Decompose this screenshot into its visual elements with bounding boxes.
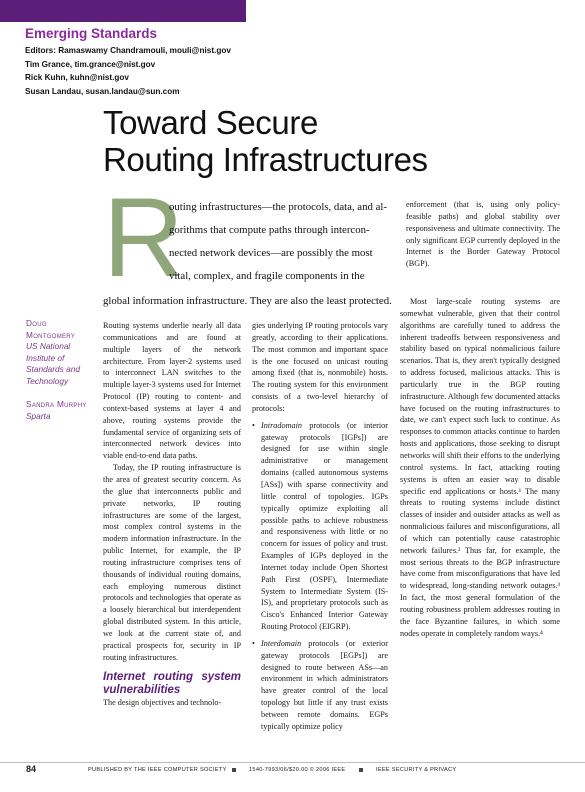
column-1	[103, 320, 241, 709]
term: Interdomain	[261, 638, 302, 648]
lead-line: global information infrastructure. They are also the least protected.	[103, 295, 392, 307]
column-2	[252, 320, 388, 733]
editor-line: Tim Grance, tim.grance@nist.gov	[25, 59, 156, 69]
footer-magazine: IEEE SECURITY & PRIVACY	[376, 767, 457, 773]
editors-list	[25, 44, 231, 98]
author-sidebar	[26, 318, 94, 422]
header-band	[0, 0, 246, 22]
paragraph: gies underlying IP routing protocols vary greatly, according to their applications. The most common and important space is the one focused on unicast routing among fixed (that is, nonmobile) hosts. The routing system for this environment consists of a two-level hierarchy of protocols:	[252, 321, 388, 413]
author-name: Sandra Murphy	[26, 399, 87, 409]
author-affiliation: US National Institute of Standards and Technology	[26, 341, 80, 386]
bullet-list	[252, 420, 388, 733]
lead-line: gorithms that compute paths through intercon-	[169, 224, 370, 236]
paragraph: Routing systems underlie nearly all data communications and are found at multiple layers of the network architecture. From layer-2 systems used to interconnect LAN switches to the multiple layer-3 systems used for Internet Protocol (IP) routing to content- and context-based systems at layer 4 and above, routing systems provide the fundamental service of organizing sets of interconnected network devices into viable end-to-end data paths.	[103, 321, 241, 461]
column-3	[400, 296, 560, 639]
drop-cap: R	[103, 175, 184, 300]
paragraph: Most large-scale routing systems are somewhat vulnerable, given that their control algorithms are carefully tuned to address the inherent tradeoffs between responsiveness and stability based on typical nonmalicious failure scenarios. That is, they aren't typically designed to address focused, malicious attacks. This is particularly true in the BGP routing infrastructure. Although few documented attacks have focused on the routing infrastructures to date, we can't expect such luck to continue. As responses to common attacks continue to harden hosts and applications, those seeking to disrupt networks will shift their efforts to the underlying control systems. In fact, attacking routing systems is often an easier way to disable specific end applications or hosts.¹ The many threats to routing systems include distinct classes of insider and outsider attacks as well as nonmalicious failures and misconfigurations, all of which can potentially cause catastrophic network failures.² Thus far, for example, the most serious threats to the BGP infrastructure have come from misconfigurations that have led to widespread, long-standing network outages.³ In fact, the most general formulation of the routing robustness problem addresses routing in the face Byzantine failures, in which some nodes operate in completely random ways.⁴	[400, 297, 560, 638]
page-number: 84	[26, 764, 37, 774]
author-affiliation: Sparta	[26, 410, 51, 421]
item-text: protocols (or interior gateway protocols [IGPs]) are designed for use within single administrative or management domains (called autonomous systems [ASs]) with sparse connectivity and little control of topologies. IGPs typically optimize exploiting all possible paths to achieve robustness and responsiveness with little or no concern for issues of policy and trust. Examples of IGPs deployed in the Internet today include Open Shortest Path First (OSPF), Intermediate System to Intermediate System (IS-IS), and proprietary protocols such as Cisco's Enhanced Interior Gateway Routing Protocol (EIGRP).	[261, 420, 388, 632]
lead-line: nected network devices—are possibly the most	[169, 247, 373, 259]
term: Intradomain	[261, 420, 302, 430]
item-text: protocols (or exterior gateway protocols [EGPs]) are designed to route between ASs—an environment in which administrators have greater control of the local topology but little if any trust exists between remote domains. EGPs typically optimize policy	[261, 638, 388, 731]
title-line: Toward Secure	[103, 104, 318, 141]
section-label: Emerging Standards	[25, 26, 158, 41]
footer-issn: 1540-7993/06/$20.00 © 2006 IEEE	[249, 767, 346, 773]
footer-separator	[232, 768, 236, 772]
paragraph: Today, the IP routing infrastructure is the area of greatest security concern. As the glue that interconnects public and private networks, IP routing infrastructures are some of the largest, most complex control systems in the modern information infrastructure. In the public Internet, for example, the IP routing infrastructure comprises tens of thousands of individual routing domains, each employing numerous distinct protocols and technologies that operate as a loosely hierarchical but interdependent global distributed system. In this article, we look at the current state of, and practical prospects for, security in IP routing infrastructures.	[103, 463, 241, 662]
footer-separator	[359, 768, 363, 772]
lead-line: vital, complex, and fragile components in the	[169, 270, 365, 282]
editor-line: Editors: Ramaswamy Chandramouli, mouli@nist.gov	[25, 46, 231, 55]
column-3-top	[400, 199, 560, 270]
subheading: Internet routing system vulnerabilities	[103, 671, 241, 697]
list-item	[252, 420, 388, 633]
title-line: Routing Infrastructures	[103, 141, 428, 178]
footer-publisher: PUBLISHED BY THE IEEE COMPUTER SOCIETY	[88, 767, 227, 773]
paragraph: enforcement (that is, using only policy-feasible paths) and global stability over responsiveness and ultimate connectivity. The only significant EGP currently deployed in the Internet is the Border Gateway Protocol (BGP).	[406, 200, 560, 269]
editor-line: Susan Landau, susan.landau@sun.com	[25, 86, 180, 96]
footer-rule	[0, 762, 585, 763]
editor-line: Rick Kuhn, kuhn@nist.gov	[25, 73, 129, 82]
author-name: Doug Montgomery	[26, 318, 76, 340]
article-title	[103, 104, 428, 178]
paragraph: The design objectives and technolo-	[103, 698, 222, 708]
lead-line: outing infrastructures—the protocols, data, and al-	[169, 201, 387, 213]
list-item	[252, 638, 388, 733]
